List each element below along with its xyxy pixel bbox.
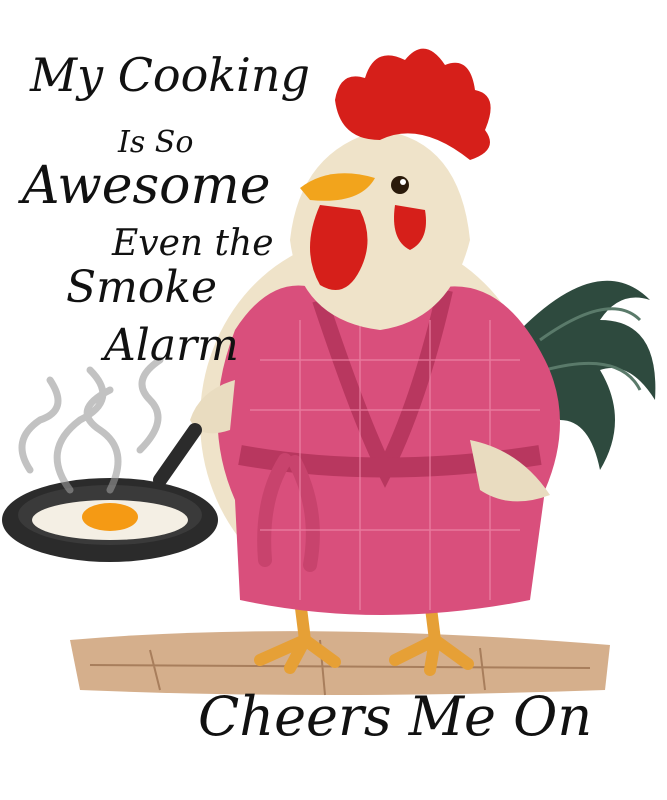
smoke (22, 360, 160, 490)
quote-line-2: Is So (118, 125, 194, 160)
quote-bottom-line: Cheers Me On (198, 685, 593, 748)
quote-line-1: My Cooking (30, 48, 310, 102)
quote-line-5: Smoke (66, 262, 218, 313)
egg-yolk (82, 503, 138, 531)
quote-line-4: Even the (112, 223, 274, 264)
quote-line-6: Alarm (104, 320, 239, 371)
pan-handle (160, 430, 195, 480)
eye (391, 176, 409, 194)
quote-line-3: Awesome (22, 156, 271, 216)
